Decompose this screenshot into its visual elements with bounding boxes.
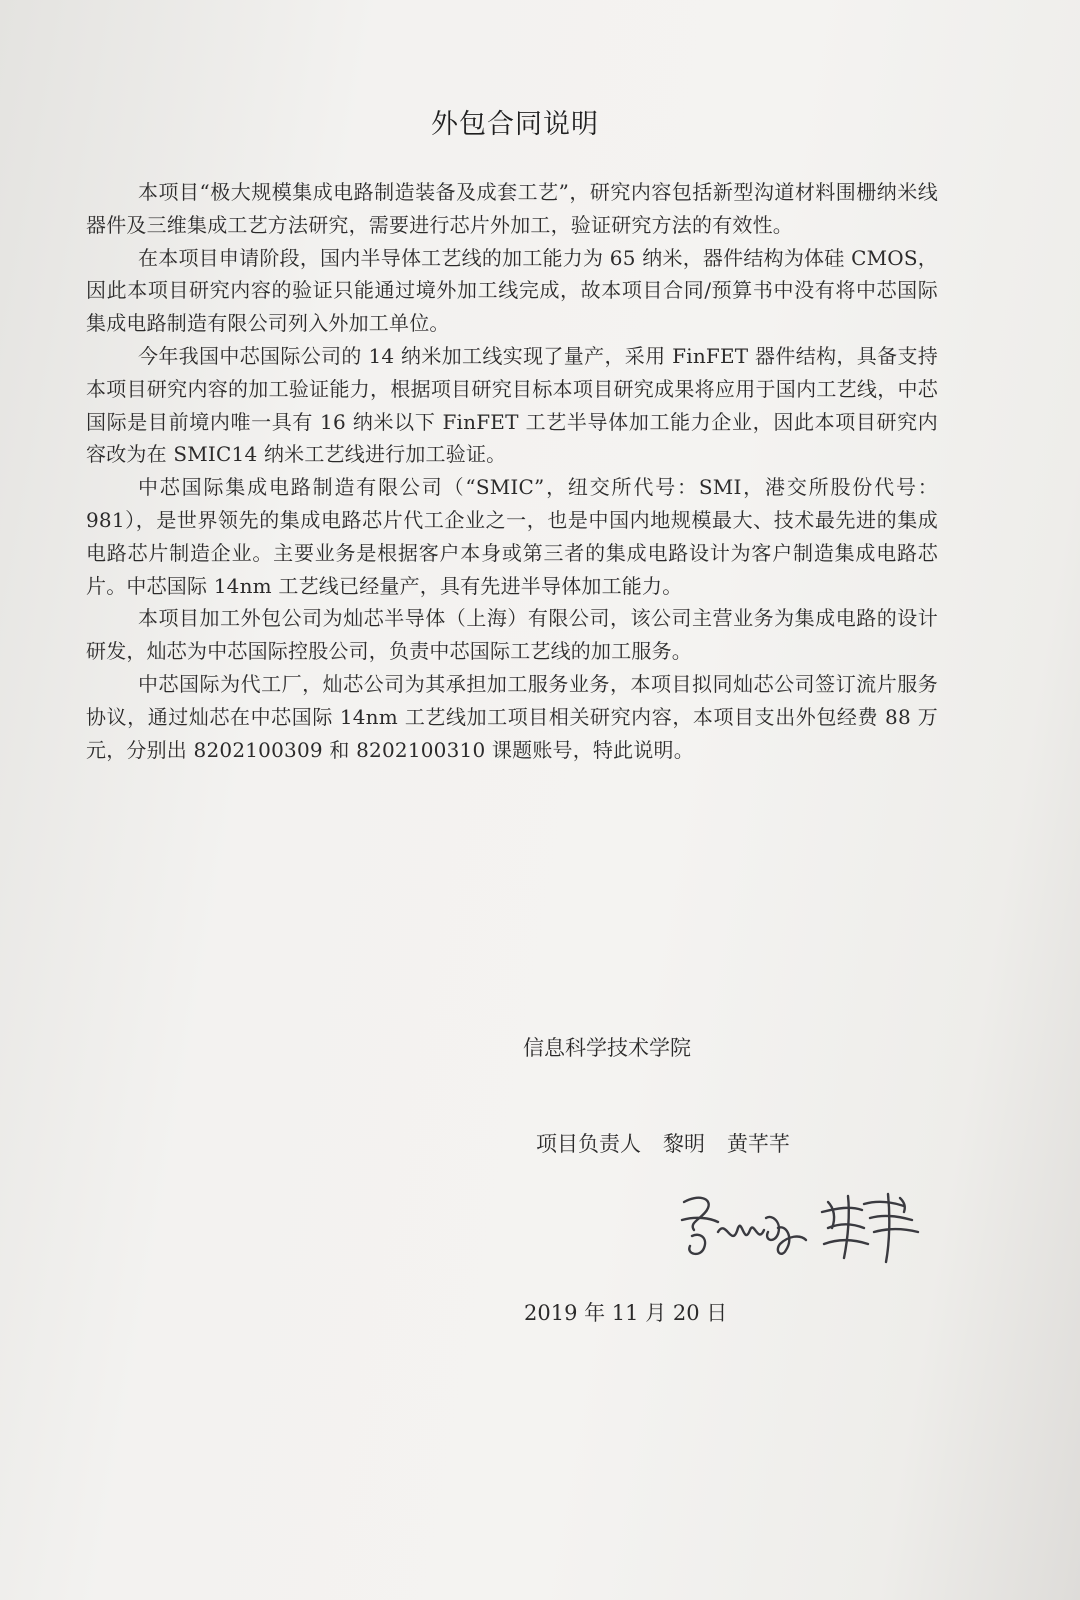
institute-name: 信息科学技术学院 xyxy=(523,1036,691,1060)
leader-name-1: 黎明 xyxy=(663,1132,705,1156)
paragraph-1: 本项目“极大规模集成电路制造装备及成套工艺”，研究内容包括新型沟道材料围栅纳米线器件及三维集成工艺方法研究，需要进行芯片外加工，验证研究方法的有效性。 xyxy=(86,180,938,237)
paragraph-6: 中芯国际为代工厂，灿芯公司为其承担加工服务业务，本项目拟同灿芯公司签订流片服务协议，通过灿芯在中芯国际 14nm 工艺线加工项目相关研究内容，本项目支出外包经费 88 万元，分别出 8202100309 和 8202100310 课题账号，特此说明。 xyxy=(86,671,938,762)
leader-label: 项目负责人 xyxy=(536,1132,641,1156)
document-body xyxy=(86,176,938,766)
project-leaders xyxy=(536,1128,812,1158)
document-title: 外包合同说明 xyxy=(431,109,599,140)
paragraph-3: 今年我国中芯国际公司的 14 纳米加工线实现了量产，采用 FinFET 器件结构，具备支持本项目研究内容的加工验证能力，根据项目研究目标本项目研究成果将应用于国内工艺线，中芯国际是目前境内唯一具有 16 纳米以下 FinFET 工艺半导体加工能力企业，因此本项目研究内容改为在 SMIC14 纳米工艺线进行加工验证。 xyxy=(86,343,938,467)
leader-name-2: 黄芊芊 xyxy=(727,1132,790,1156)
document-date: 2019 年 11 月 20 日 xyxy=(524,1301,728,1325)
paragraph-2: 在本项目申请阶段，国内半导体工艺线的加工能力为 65 纳米，器件结构为体硅 CMOS，因此本项目研究内容的验证只能通过境外加工线完成，故本项目合同/预算书中没有将中芯国际集成电路制造有限公司列入外加工单位。 xyxy=(86,245,938,336)
paragraph-4: 中芯国际集成电路制造有限公司（“SMIC”，纽交所代号：SMI，港交所股份代号：981），是世界领先的集成电路芯片代工企业之一，也是中国内地规模最大、技术最先进的集成电路芯片制造企业。主要业务是根据客户本身或第三者的集成电路设计为客户制造集成电路芯片。中芯国际 14nm 工艺线已经量产，具有先进半导体加工能力。 xyxy=(86,475,938,598)
paragraph-5: 本项目加工外包公司为灿芯半导体（上海）有限公司，该公司主营业务为集成电路的设计研发，灿芯为中芯国际控股公司，负责中芯国际工艺线的加工服务。 xyxy=(86,606,938,664)
handwritten-signature-icon xyxy=(678,1188,948,1268)
